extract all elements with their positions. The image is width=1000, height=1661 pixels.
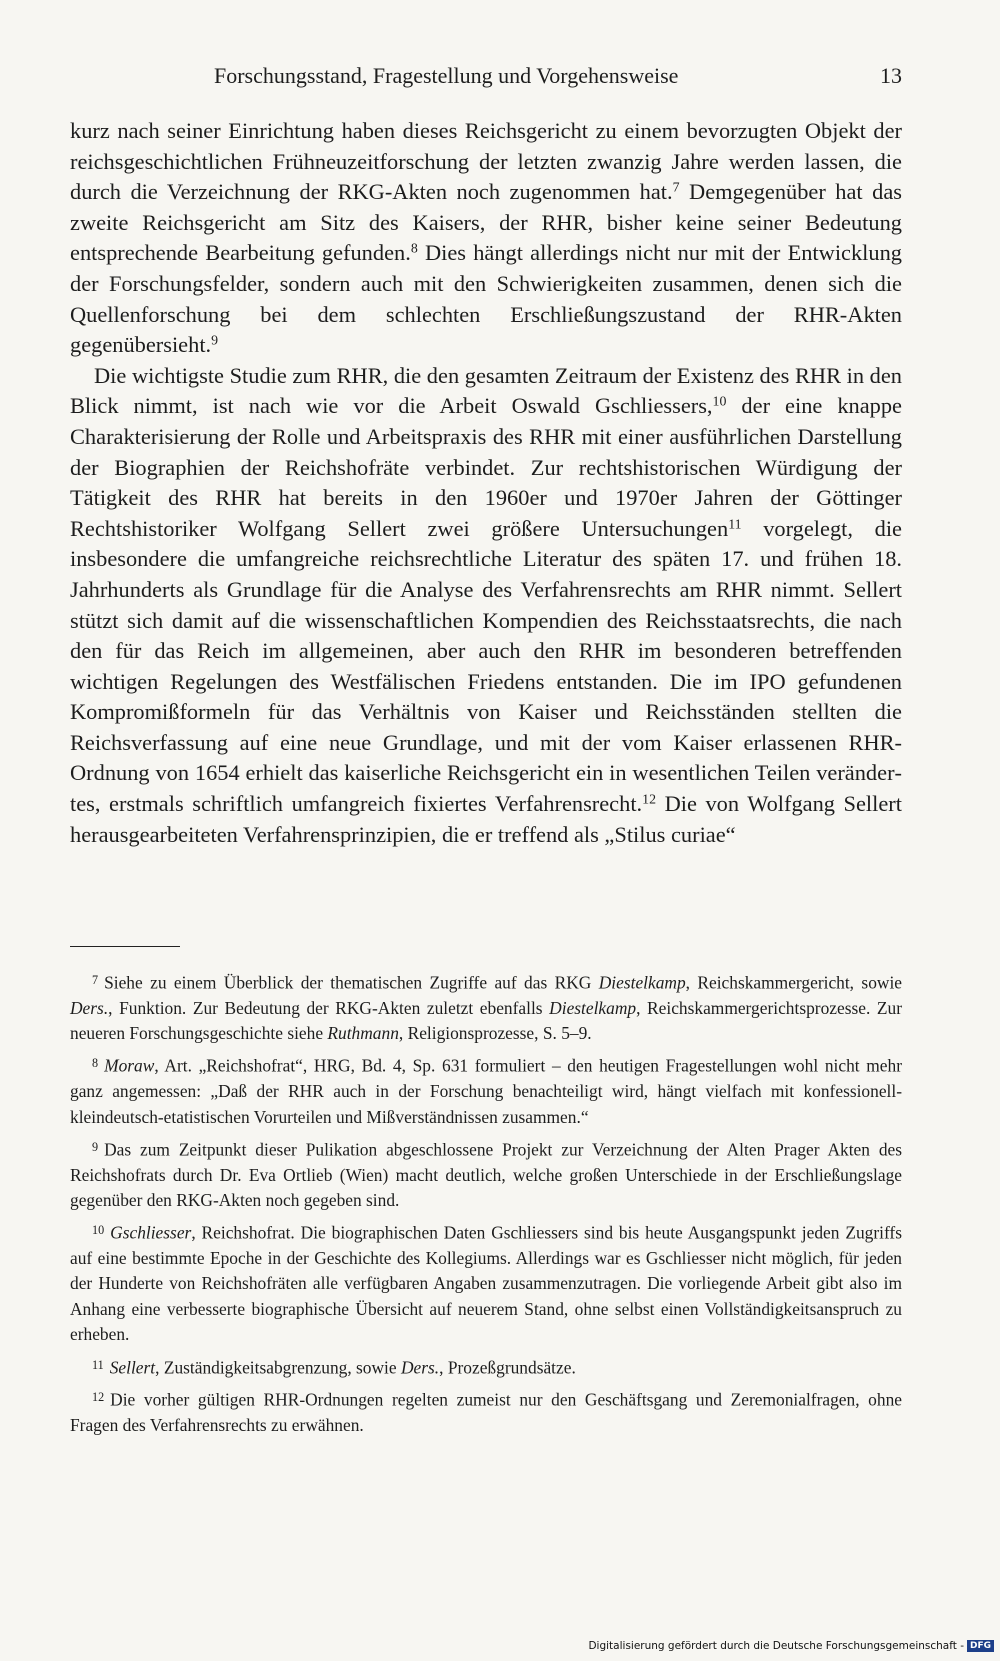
digitization-credit bbox=[588, 1640, 994, 1652]
footnote-ref-10[interactable]: 10 bbox=[712, 394, 727, 410]
main-text bbox=[70, 116, 902, 850]
footnote-ref-9[interactable]: 9 bbox=[211, 333, 219, 349]
footnote-8: $^8$ Moraw, Art. „Reichshofrat“, HRG, Bd. 4, Sp. 631 formuliert – den heutigen Fragestellungen wohl nicht mehr ganz angemessen: „Daß der RHR auch in der Forschung benachteiligt wird, hängt vielfach mit konfessionell-kleindeutsch-etatistischen Vorurteilen und Mißverständnissen zusammen.“ bbox=[70, 1055, 902, 1127]
footnote-ref-7[interactable]: 7 bbox=[672, 180, 680, 196]
footnote-ref-11[interactable]: 11 bbox=[728, 517, 742, 533]
page-number: 13 bbox=[880, 63, 902, 88]
paragraph-1: kurz nach seiner Einrichtung haben dieses Reichsgericht zu einem bevorzugten Objekt der reichsgeschichtlichen Frühneuzeitforschung der letzten zwanzig Jahre werden lassen, die durch die Verzeichnung der RKG-Akten noch zugenommen hat.$^7$ Demgegenüber hat das zweite Reichsgericht am Sitz des Kaisers, der RHR, bisher keine seiner Bedeutung entsprechende Bearbeitung gefunden.$^8$ Dies hängt allerdings nicht nur mit der Entwicklung der Forschungsfelder, sondern auch mit den Schwierigkeiten zusammen, denen sich die Quellenforschung bei dem schlechten Erschließungszustand der RHR-Akten gegenübersieht.$^9$ bbox=[70, 118, 902, 358]
credit-text: Digitalisierung gefördert durch die Deutsche Forschungsgemeinschaft - bbox=[588, 1640, 964, 1652]
footnote-ref-12[interactable]: 12 bbox=[642, 792, 657, 808]
footnote-ref-8[interactable]: 8 bbox=[410, 241, 418, 257]
footnotes bbox=[70, 968, 902, 1443]
footnote-7: $^7$ Siehe zu einem Überblick der thematischen Zugriffe auf das RKG Diestelkamp, Reichskammergericht, sowie Ders., Funktion. Zur Bedeutung der RKG-Akten zuletzt ebenfalls Diestelkamp, Reichskammergerichtsprozesse. Zur neueren Forschungsgeschichte siehe Ruthmann, Religionsprozesse, S. 5–9. bbox=[70, 972, 903, 1044]
footnote-divider bbox=[70, 946, 180, 947]
footnote-10: $^{10}$ Gschliesser, Reichshofrat. Die biographischen Daten Gschliessers sind bis heute Ausgangspunkt jeden Zugriffs auf eine bestimmte Epoche in der Geschichte des Kollegiums. Allerdings war es Gschliesser nicht möglich, für jeden der Hunderte von Reichshofräten alle verfügbaren Angaben zusammenzutragen. Die vorliegende Arbeit gibt also im Anhang eine verbesserte biographische Übersicht auf neuerem Stand, ohne selbst einen Vollständigkeitsanspruch zu erheben. bbox=[70, 1222, 902, 1345]
running-title: Forschungsstand, Fragestellung und Vorgehensweise bbox=[214, 63, 679, 88]
dfg-logo: DFG bbox=[967, 1640, 994, 1652]
footnote-9: $^9$ Das zum Zeitpunkt dieser Pulikation abgeschlossene Projekt zur Verzeichnung der Alten Prager Akten des Reichshofrats durch Dr. Eva Ortlieb (Wien) macht deutlich, welche großen Unterschiede in der Erschließungslage gegenüber den RKG-Akten noch gegeben sind. bbox=[70, 1139, 902, 1210]
paragraph-2: Die wichtigste Studie zum RHR, die den gesamten Zeitraum der Existenz des RHR in den Blick nimmt, ist nach wie vor die Arbeit Oswald Gschliessers,$^{10}$ der eine knappe Charakterisierung der Rolle und Arbeitspraxis des RHR mit einer ausführlichen Darstellung der Biographien der Reichshofräte verbindet. Zur rechtshistorischen Würdigung der Tätigkeit des RHR hat bereits in den 1960er und 1970er Jahren der Göttinger Rechtshistoriker Wolfgang Sellert zwei größere Untersuchungen$^{11}$ vorgelegt, die insbesondere die umfangreiche reichsrechtliche Literatur des späten 17. und frühen 18. Jahrhunderts als Grundlage für die Analyse des Verfahrensrechts am RHR nimmt. Sellert stützt sich damit auf die wissenschaftlichen Kompendien des Reichsstaatsrechts, die nach den für das Reich im allgemeinen, aber auch den RHR im besonderen betreffenden wichtigen Regelungen des Westfälischen Friedens entstanden. Die im IPO gefundenen Kompromißformeln für das Verhältnis von Kaiser und Reichsständen stellten die Reichsverfassung auf eine neue Grundlage, und mit der vom Kaiser erlassenen RHR-Ordnung von 1654 erhielt das kaiserliche Reichsgericht ein in wesentlichen Teilen verändertes, erstmals schriftlich umfangreich fixiertes Verfahrensrecht.$^{12}$ Die von Wolfgang Sellert herausgearbeiteten Verfahrensprinzipien, die er treffend als „Stilus curiae“ bbox=[70, 362, 902, 847]
footnote-12: $^{12}$ Die vorher gültigen RHR-Ordnungen regelten zumeist nur den Geschäftsgang und Zeremonialfragen, ohne Fragen des Verfahrensrechts zu erwähnen. bbox=[70, 1389, 902, 1435]
footnote-11: $^{11}$ Sellert, Zuständigkeitsabgrenzung, sowie Ders., Prozeßgrundsätze. bbox=[92, 1356, 576, 1377]
